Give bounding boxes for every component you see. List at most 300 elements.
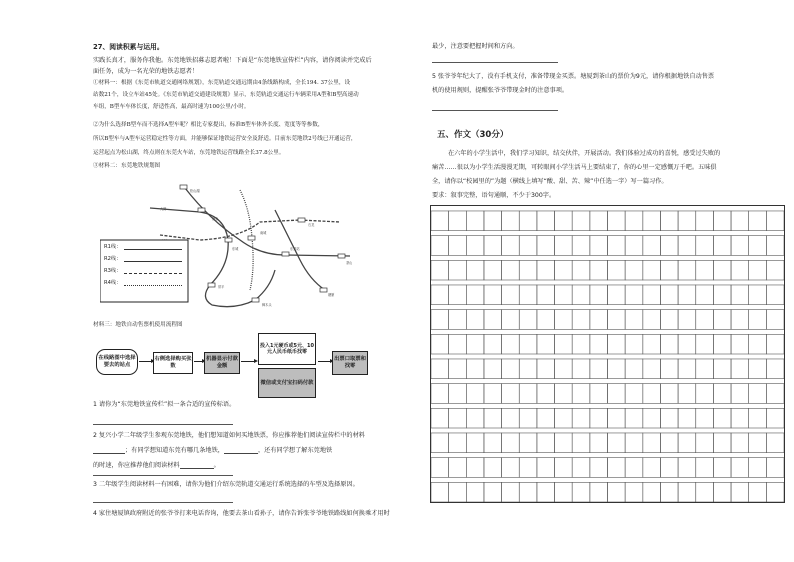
grid-cell (731, 458, 749, 478)
question-27-title: 27、阅读积累与运用。 (93, 43, 164, 51)
grid-cell (449, 408, 467, 428)
grid-cell (766, 408, 784, 428)
grid-cell (519, 260, 537, 280)
grid-cell (766, 260, 784, 280)
grid-cell (555, 458, 573, 478)
grid-cell (502, 285, 520, 305)
grid-cell (749, 408, 767, 428)
grid-cell (696, 310, 714, 330)
grid-cell (643, 359, 661, 379)
grid-cell (749, 310, 767, 330)
essay-prompt-line3: 全，请你以“校园里的”为题（横线上填写“酸、甜、苦、辣”中任选一字）写一篇习作。 (432, 178, 668, 185)
grid-cell (449, 334, 467, 354)
grid-cell (572, 384, 590, 404)
legend-r4-swatch (124, 285, 182, 286)
grid-cell (466, 458, 484, 478)
blank-2a[interactable] (93, 447, 125, 454)
grid-cell (502, 384, 520, 404)
grid-cell (625, 260, 643, 280)
grid-cell (713, 384, 731, 404)
grid-cell (643, 310, 661, 330)
answer-line-1[interactable] (93, 424, 233, 425)
svg-text:石龙: 石龙 (308, 223, 315, 227)
grid-cell (572, 433, 590, 453)
grid-cell (678, 384, 696, 404)
grid-cell (590, 408, 608, 428)
sub-question-5-continued: 机的使用规则，提醒张爷爷带现金时的注意事项。 (432, 87, 569, 94)
grid-cell (713, 310, 731, 330)
grid-cell (537, 285, 555, 305)
grid-cell (590, 458, 608, 478)
grid-cell (731, 482, 749, 502)
essay-heading: 五、作文（30分） (437, 130, 509, 140)
grid-cell (431, 236, 449, 256)
grid-cell (502, 310, 520, 330)
grid-cell (696, 433, 714, 453)
grid-cell (766, 236, 784, 256)
grid-cell (537, 359, 555, 379)
grid-cell (555, 260, 573, 280)
grid-cell (713, 359, 731, 379)
grid-cell (766, 211, 784, 231)
grid-cell (660, 433, 678, 453)
grid-cell (519, 433, 537, 453)
flow-step-3: 机器显示付款金额 (204, 352, 240, 374)
svg-text:茶山: 茶山 (346, 261, 353, 265)
grid-cell (537, 334, 555, 354)
grid-cell (519, 310, 537, 330)
grid-cell (608, 433, 626, 453)
grid-cell (749, 285, 767, 305)
flow-step-4a: 投入1元硬币或5元、10元人民币纸币找零 (258, 333, 316, 365)
sub-question-3: 3 二年级学生阅读材料一有困难，请你为他们介绍东莞轨道交通运行系统选择的车型及选择原因。 (93, 481, 359, 488)
grid-cell (625, 285, 643, 305)
grid-cell (466, 334, 484, 354)
grid-cell (466, 310, 484, 330)
grid-cell (643, 211, 661, 231)
answer-line-4[interactable] (432, 62, 558, 63)
grid-cell (766, 458, 784, 478)
grid-cell (678, 359, 696, 379)
grid-cell (555, 310, 573, 330)
flow-start: 在线路图中选择要去的站点 (96, 349, 138, 375)
grid-cell (431, 458, 449, 478)
legend-r1-swatch (124, 249, 182, 250)
grid-cell (572, 408, 590, 428)
grid-cell (466, 482, 484, 502)
grid-cell (572, 236, 590, 256)
grid-cell (431, 384, 449, 404)
grid-cell (449, 433, 467, 453)
material1-line2: 站数21个，设立车站45处。《东莞市轨道交通建设规划》显示，东莞轨道交通运行车辆采用A型和B型高速动 (93, 92, 359, 98)
legend-r4-label: R4线： (104, 280, 122, 286)
grid-cell (519, 285, 537, 305)
grid-cell (696, 384, 714, 404)
grid-cell (678, 408, 696, 428)
sub-question-2-line1: 2 复兴小学二年级学生参观东莞地铁，他们想知道如何买地铁票，你应推荐他们阅读宣传栏中的材料 (93, 432, 365, 439)
grid-cell (466, 260, 484, 280)
grid-cell (608, 458, 626, 478)
grid-cell (466, 236, 484, 256)
svg-text:大朗: 大朗 (160, 207, 167, 211)
grid-cell (625, 236, 643, 256)
grid-cell (590, 236, 608, 256)
legend-r3-label: R3线： (104, 268, 122, 274)
essay-prompt-line1: 在六年的小学生活中，我们学习知识，结交伙伴，开展活动。我们体验过成功的喜悦，感受过失败的 (448, 150, 721, 157)
grid-cell (431, 334, 449, 354)
grid-cell (625, 384, 643, 404)
grid-cell (484, 285, 502, 305)
grid-cell (608, 384, 626, 404)
grid-cell (502, 211, 520, 231)
writing-grid[interactable] (430, 205, 785, 503)
legend-r1-label: R1线： (104, 244, 122, 250)
svg-text:南城: 南城 (260, 231, 267, 235)
grid-cell (537, 260, 555, 280)
essay-requirements: 要求：叙事完整，语句通顺，不少于300字。 (432, 192, 556, 199)
metro-line-r1 (185, 188, 350, 256)
grid-cell (731, 236, 749, 256)
grid-cell (660, 310, 678, 330)
grid-cell (519, 458, 537, 478)
grid-cell (502, 433, 520, 453)
grid-cell (484, 359, 502, 379)
grid-cell (696, 408, 714, 428)
grid-cell (519, 384, 537, 404)
essay-prompt-line2: 痛苦……很以为小学生活漫漫无期，可转眼间小学生活马上要结束了，你的心里一定感慨万千吧。五味俱 (432, 164, 717, 171)
grid-cell (484, 482, 502, 502)
grid-cell (431, 482, 449, 502)
grid-cell (696, 260, 714, 280)
material3-title: 材料三：地铁自动售票机使用流程图 (93, 322, 183, 328)
grid-cell (484, 408, 502, 428)
grid-cell (625, 482, 643, 502)
grid-cell (519, 359, 537, 379)
grid-cell (749, 236, 767, 256)
grid-cell (449, 458, 467, 478)
grid-cell (608, 236, 626, 256)
grid-cell (643, 458, 661, 478)
grid-cell (519, 211, 537, 231)
grid-cell (449, 384, 467, 404)
grid-cell (466, 211, 484, 231)
grid-cell (749, 211, 767, 231)
svg-text:塘厦: 塘厦 (328, 293, 335, 297)
grid-cell (572, 458, 590, 478)
grid-cell (555, 285, 573, 305)
grid-cell (660, 334, 678, 354)
grid-cell (449, 236, 467, 256)
grid-cell (625, 433, 643, 453)
grid-cell (555, 433, 573, 453)
grid-cell (608, 260, 626, 280)
grid-cell (731, 359, 749, 379)
grid-cell (555, 334, 573, 354)
flow-step-4b: 微信或支付宝扫码付款 (258, 368, 316, 398)
grid-cell (696, 458, 714, 478)
grid-cell (608, 334, 626, 354)
grid-cell (731, 408, 749, 428)
grid-cell (449, 359, 467, 379)
answer-line-3[interactable] (93, 502, 233, 503)
blank-2b[interactable] (224, 447, 258, 454)
grid-cell (590, 384, 608, 404)
flow-end: 出票口取票和找零 (332, 351, 368, 375)
grid-cell (625, 458, 643, 478)
grid-cell (572, 285, 590, 305)
grid-cell (749, 334, 767, 354)
grid-cell (660, 458, 678, 478)
grid-cell (537, 482, 555, 502)
grid-cell (449, 260, 467, 280)
grid-cell (678, 285, 696, 305)
grid-cell (555, 236, 573, 256)
grid-cell (590, 211, 608, 231)
grid-cell (713, 433, 731, 453)
q27-intro-line2: 面任务，成为一名光荣的地铁志愿者！ (93, 68, 199, 75)
flow-step-2: 右侧选择购买张数 (153, 352, 193, 374)
grid-cell (643, 433, 661, 453)
material1-line3: 车组，B型车车体长度，舒适性高，最高时速为100公里/小时。 (93, 104, 250, 110)
grid-cell (572, 260, 590, 280)
grid-cell (519, 482, 537, 502)
grid-cell (484, 384, 502, 404)
grid-cell (502, 334, 520, 354)
grid-cell (555, 408, 573, 428)
grid-cell (749, 458, 767, 478)
grid-cell (696, 359, 714, 379)
grid-cell (555, 384, 573, 404)
grid-cell (696, 482, 714, 502)
grid-cell (678, 260, 696, 280)
grid-cell (713, 408, 731, 428)
grid-cell (484, 236, 502, 256)
grid-cell (608, 211, 626, 231)
grid-cell (572, 334, 590, 354)
grid-cell (678, 211, 696, 231)
grid-cell (466, 384, 484, 404)
grid-cell (537, 408, 555, 428)
grid-cell (678, 236, 696, 256)
grid-cell (678, 433, 696, 453)
grid-cell (749, 260, 767, 280)
grid-cell (484, 260, 502, 280)
grid-cell (431, 359, 449, 379)
grid-cell (713, 334, 731, 354)
grid-cell (643, 482, 661, 502)
grid-cell (537, 384, 555, 404)
grid-cell (502, 359, 520, 379)
grid-cell (484, 433, 502, 453)
grid-cell (431, 260, 449, 280)
grid-cell (466, 433, 484, 453)
flow-arrow-1 (139, 361, 151, 362)
svg-text:松山湖: 松山湖 (190, 189, 200, 193)
grid-cell (660, 236, 678, 256)
grid-cell (590, 433, 608, 453)
legend-r2-swatch (124, 261, 182, 262)
legend-r3-swatch (124, 273, 182, 274)
grid-cell (625, 359, 643, 379)
grid-cell (696, 334, 714, 354)
sub-question-4: 4 家住塘厦镇政府附近的张爷爷打来电话咨询，他要去茶山看孙子，请你告诉张爷爷地铁路线如何换乘才用时 (93, 510, 390, 517)
grid-cell (625, 334, 643, 354)
grid-cell (731, 384, 749, 404)
grid-cell (660, 285, 678, 305)
grid-cell (713, 236, 731, 256)
grid-cell (431, 211, 449, 231)
grid-cell (590, 482, 608, 502)
grid-cell (537, 211, 555, 231)
grid-cell (519, 334, 537, 354)
grid-cell (731, 310, 749, 330)
flow-arrow-4 (318, 361, 330, 362)
grid-cell (643, 384, 661, 404)
grid-cell (555, 482, 573, 502)
svg-text:樟木头: 樟木头 (262, 303, 272, 307)
sub-question-4-continued: 最少，注意要把握时间和方向。 (432, 43, 519, 50)
grid-cell (749, 359, 767, 379)
grid-cell (713, 260, 731, 280)
grid-cell (555, 359, 573, 379)
sub-question-5: 5 张爷爷年纪大了，没有手机支付，准备带现金买票。塘厦到茶山的票价为9元，请你根据地铁自动售票 (432, 73, 715, 80)
grid-cell (537, 433, 555, 453)
grid-cell (660, 260, 678, 280)
grid-cell (590, 334, 608, 354)
flow-arrow-2 (194, 361, 202, 362)
grid-cell (731, 285, 749, 305)
answer-line-2[interactable] (93, 475, 233, 476)
grid-cell (643, 408, 661, 428)
grid-cell (766, 334, 784, 354)
grid-cell (678, 334, 696, 354)
grid-cell (502, 260, 520, 280)
grid-cell (660, 408, 678, 428)
svg-text:常平: 常平 (218, 285, 225, 289)
grid-cell (713, 211, 731, 231)
grid-cell (608, 310, 626, 330)
grid-cell (766, 359, 784, 379)
material2-line2: 所以B型车与A型车运营稳定性等方面，并能够保证地铁运营安全及舒适。目前东莞地铁2号线已开通运营， (93, 136, 357, 142)
svg-text:东城: 东城 (232, 247, 239, 251)
grid-cell (766, 482, 784, 502)
grid-cell (502, 482, 520, 502)
grid-cell (590, 260, 608, 280)
grid-cell (449, 211, 467, 231)
grid-cell (731, 260, 749, 280)
grid-cell (484, 458, 502, 478)
grid-cell (731, 334, 749, 354)
grid-cell (713, 285, 731, 305)
grid-cell (643, 285, 661, 305)
grid-cell (731, 433, 749, 453)
grid-cell (484, 334, 502, 354)
grid-cell (519, 236, 537, 256)
grid-cell (766, 310, 784, 330)
grid-cell (696, 211, 714, 231)
grid-cell (625, 310, 643, 330)
grid-cell (466, 285, 484, 305)
grid-cell (555, 211, 573, 231)
grid-cell (590, 285, 608, 305)
grid-cell (713, 458, 731, 478)
sub-question-2-line2: ；有同学想知道东莞有哪几条地铁， ，还有同学想了解东莞地铁 (93, 447, 332, 454)
sub-question-1: 1 请你为“东莞地铁宣传栏”拟一条合适的宣传标语。 (93, 401, 236, 408)
grid-cell (660, 482, 678, 502)
grid-cell (766, 384, 784, 404)
grid-cell (660, 384, 678, 404)
material1-line1: ①材料一：根据《东莞市轨道交通网络规划》，东莞轨道交通远期由4条线路构成，全长194. 37公里，设 (93, 80, 351, 86)
material2-line3: 运营起点为松山湖，终点则在东莞火车站，东莞地铁运营线路全长37.8公里。 (93, 150, 285, 156)
svg-text:寮步: 寮步 (212, 217, 219, 221)
grid-cell (678, 310, 696, 330)
grid-cell (572, 310, 590, 330)
grid-cell (643, 260, 661, 280)
grid-cell (431, 310, 449, 330)
answer-line-5[interactable] (432, 110, 558, 111)
grid-cell (660, 359, 678, 379)
grid-cell (608, 482, 626, 502)
grid-cell (608, 408, 626, 428)
grid-cell (678, 458, 696, 478)
grid-cell (572, 359, 590, 379)
flow-arrow-3 (241, 361, 254, 362)
grid-cell (537, 310, 555, 330)
grid-cell (749, 482, 767, 502)
blank-2c[interactable] (180, 462, 214, 469)
grid-cell (466, 408, 484, 428)
grid-cell (625, 211, 643, 231)
grid-cell (608, 359, 626, 379)
grid-cell (502, 458, 520, 478)
grid-cell (431, 408, 449, 428)
grid-cell (431, 433, 449, 453)
grid-cell (660, 211, 678, 231)
grid-cell (625, 408, 643, 428)
grid-cell (731, 211, 749, 231)
grid-cell (572, 482, 590, 502)
grid-cell (502, 236, 520, 256)
grid-cell (590, 310, 608, 330)
grid-cell (643, 334, 661, 354)
grid-cell (643, 236, 661, 256)
grid-cell (696, 285, 714, 305)
material2-line1: ②为什么选择B型车而不选择A型车呢？相比专家提出，标准B型车体外长度、宽度等等参数， (93, 122, 324, 128)
grid-cell (572, 211, 590, 231)
material-map-title: ③材料二：东莞地铁规划图 (93, 163, 161, 169)
grid-cell (696, 236, 714, 256)
grid-cell (449, 482, 467, 502)
grid-cell (466, 359, 484, 379)
grid-cell (537, 458, 555, 478)
grid-cell (449, 285, 467, 305)
grid-cell (519, 408, 537, 428)
grid-cell (766, 285, 784, 305)
grid-cell (749, 433, 767, 453)
grid-cell (608, 285, 626, 305)
q27-intro-line1: 实践长真才，服务你我他。东莞地铁招募志愿者啦！下面是“东莞地铁宣传栏”内容，请你阅读并完成后 (93, 57, 372, 64)
grid-cell (484, 310, 502, 330)
grid-cell (766, 433, 784, 453)
svg-text:东莞站: 东莞站 (290, 247, 300, 251)
grid-cell (449, 310, 467, 330)
grid-cell (502, 408, 520, 428)
sub-question-2-line3: 的时速，你应推荐他们阅读材料 。 (93, 461, 220, 469)
grid-cell (537, 236, 555, 256)
grid-cell (713, 482, 731, 502)
legend-r2-label: R2线： (104, 256, 122, 262)
grid-cell (678, 482, 696, 502)
